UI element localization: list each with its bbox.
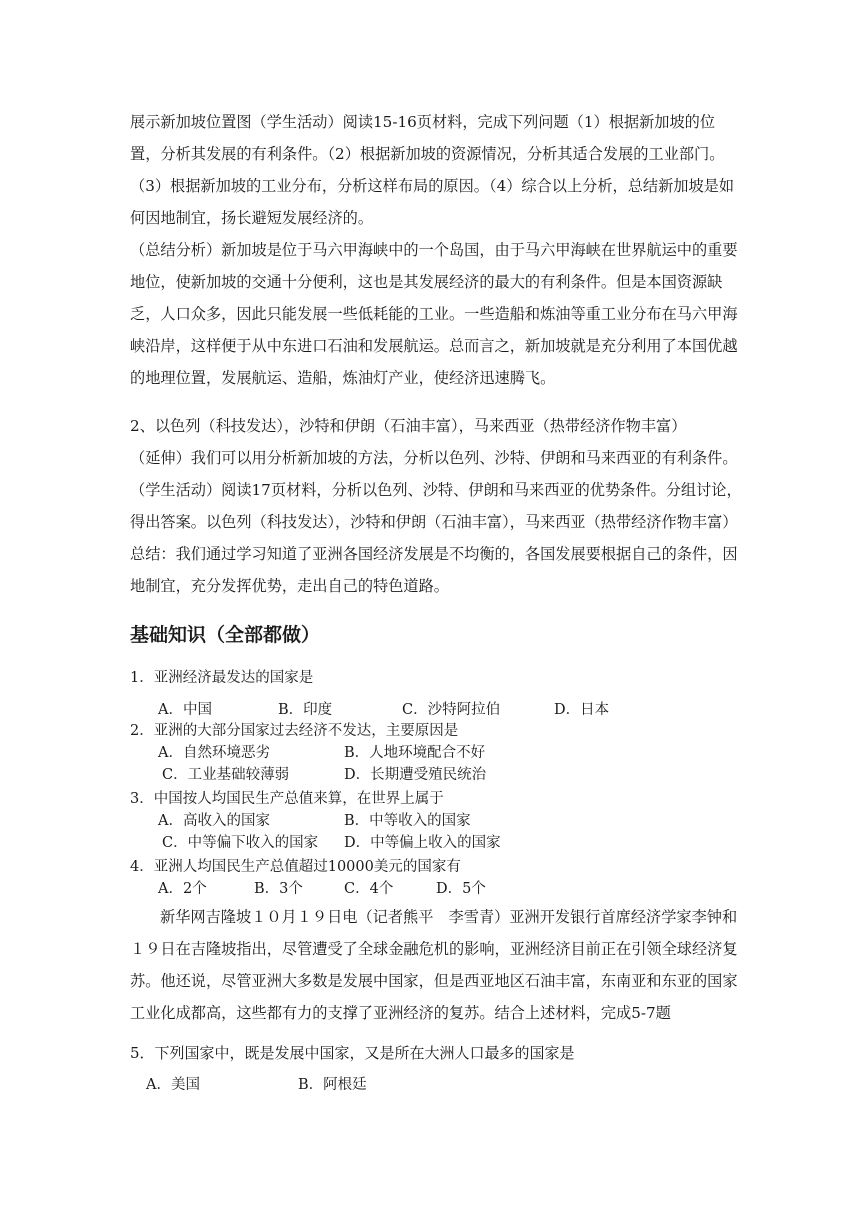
question-2-stem: 2．亚洲的大部分国家过去经济不发达，主要原因是 bbox=[130, 723, 459, 739]
option-a: A．自然环境恶劣 bbox=[158, 745, 270, 761]
paragraph-summary: （总结分析）新加坡是位于马六甲海峡中的一个岛国，由于马六甲海峡在世界航运中的重要地位，使新加坡的交通十分便利，这也是其发展经济的最大的有利条件。但是本国资源缺乏，人口众多，因此只能发展一些低耗能的工业。一些造船和炼油等重工业分布在马六甲海峡沿岸，这样便于从中东进口石油和发展航运。总而言之，新加坡就是充分利用了本国优越的地理位置，发展航运、造船，炼油灯产业，使经济迅速腾飞。 bbox=[130, 241, 738, 387]
question-1-stem: 1．亚洲经济最发达的国家是 bbox=[130, 670, 314, 686]
option-c: C．中等偏下收入的国家 bbox=[162, 835, 319, 851]
question-5-stem: 5．下列国家中，既是发展中国家，又是所在大洲人口最多的国家是 bbox=[130, 1044, 575, 1062]
option-b: B．印度 bbox=[278, 702, 333, 718]
option-d: D．日本 bbox=[554, 702, 610, 718]
option-b: B．中等收入的国家 bbox=[344, 813, 471, 829]
option-d: D．长期遭受殖民统治 bbox=[344, 767, 487, 783]
option-c: C．4个 bbox=[344, 881, 394, 897]
option-b: B．人地环境配合不好 bbox=[344, 745, 486, 761]
option-c: C．工业基础较薄弱 bbox=[162, 767, 290, 783]
option-a: A．高收入的国家 bbox=[158, 813, 270, 829]
question-4-stem: 4．亚洲人均国民生产总值超过10000美元的国家有 bbox=[130, 859, 461, 875]
option-a: A．中国 bbox=[158, 702, 212, 718]
option-a: A．2个 bbox=[158, 881, 207, 897]
paragraph-extension: （延伸）我们可以用分析新加坡的方法，分析以色列、沙特、伊朗和马来西亚的有利条件。（学生活动）阅读17页材料，分析以色列、沙特、伊朗和马来西亚的优势条件。分组讨论，得出答案。以色列（科技发达），沙特和伊朗（石油丰富），马来西亚（热带经济作物丰富）总结：我们通过学习知道了亚洲各国经济发展是不均衡的，各国发展要根据自己的条件，因地制宜，充分发挥优势，走出自己的特色道路。 bbox=[130, 449, 742, 595]
option-b: B．阿根廷 bbox=[298, 1077, 367, 1093]
option-d: D．5个 bbox=[436, 881, 486, 897]
option-a: A．美国 bbox=[146, 1077, 200, 1093]
paragraph-countries: 2、以色列（科技发达），沙特和伊朗（石油丰富），马来西亚（热带经济作物丰富） bbox=[130, 417, 687, 435]
section-heading: 基础知识（全部都做） bbox=[130, 624, 321, 646]
option-d: D．中等偏上收入的国家 bbox=[344, 835, 501, 851]
news-passage: 新华网吉隆坡１０月１９日电（记者熊平 李雪青）亚洲开发银行首席经济学家李钟和１９日在吉隆坡指出，尽管遭受了全球金融危机的影响，亚洲经济目前正在引领全球经济复苏。他还说，尽管亚洲大多数是发展中国家，但是西亚地区石油丰富，东南亚和东亚的国家工业化成都高，这些都有力的支撑了亚洲经济的复苏。结合上述材料，完成5-7题 bbox=[130, 908, 738, 1022]
question-3-stem: 3．中国按人均国民生产总值来算，在世界上属于 bbox=[130, 791, 444, 807]
option-c: C．沙特阿拉伯 bbox=[402, 702, 501, 718]
option-b: B．3个 bbox=[254, 881, 303, 897]
paragraph-intro: 展示新加坡位置图（学生活动）阅读15-16页材料，完成下列问题（1）根据新加坡的位置，分析其发展的有利条件。（2）根据新加坡的资源情况，分析其适合发展的工业部门。（3）根据新加坡的工业分布，分析这样布局的原因。（4）综合以上分析，总结新加坡是如何因地制宜，扬长避短发展经济的。 bbox=[130, 113, 735, 227]
